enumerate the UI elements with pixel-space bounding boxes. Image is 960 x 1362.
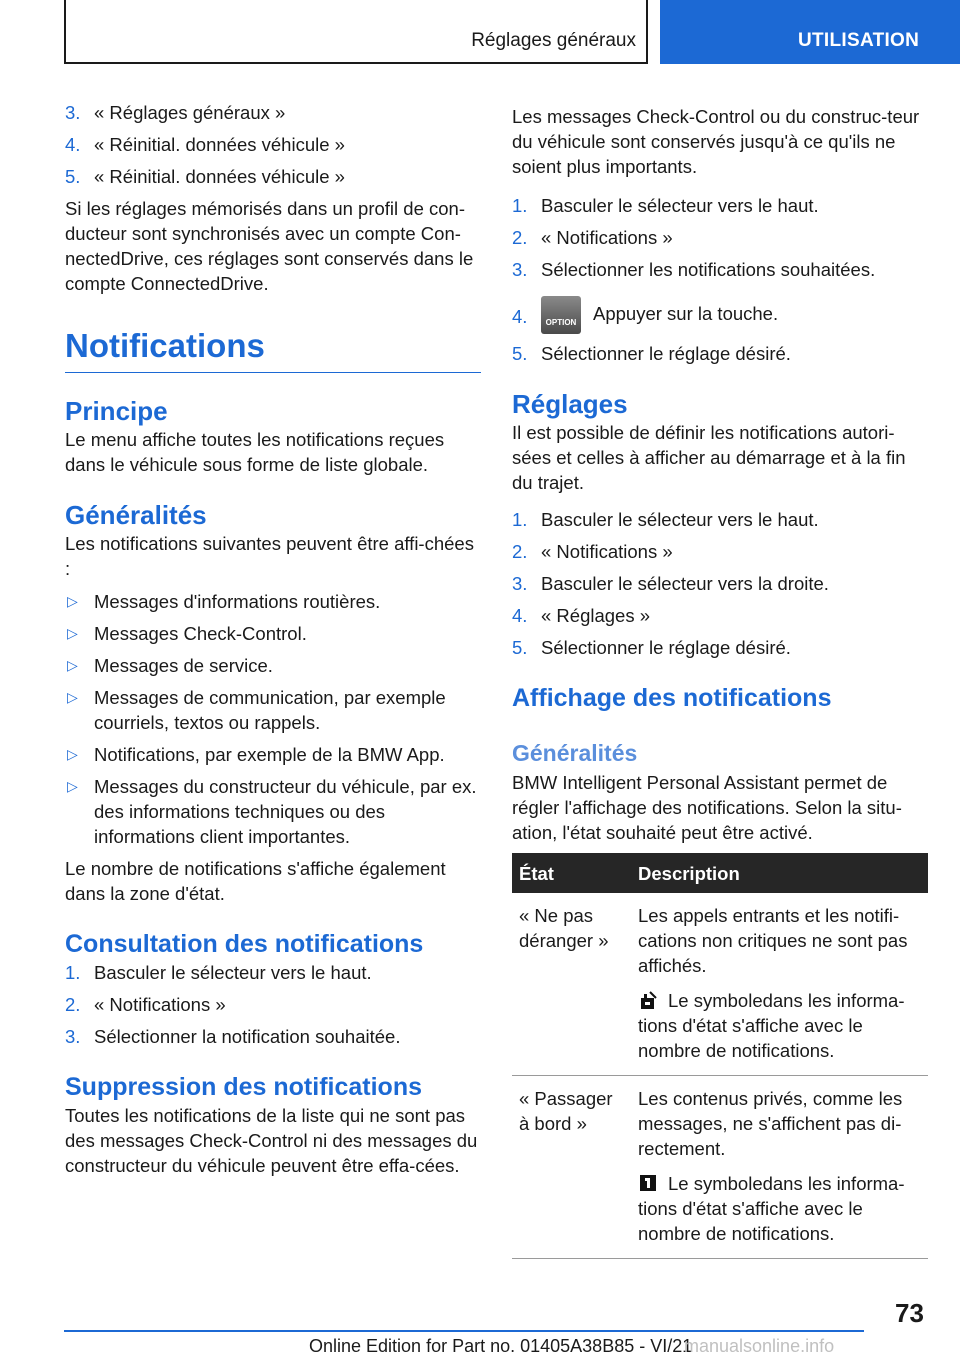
symbol-note-text: Le symboledans les informa-tions d'état s'affiche avec le nombre de notifications. bbox=[638, 1173, 905, 1244]
step-number: 2. bbox=[512, 541, 528, 562]
list-item bbox=[512, 341, 928, 366]
step-number: 1. bbox=[512, 509, 528, 530]
list-item bbox=[512, 296, 928, 334]
step-number: 1. bbox=[65, 962, 81, 983]
table-cell-description bbox=[631, 893, 928, 1076]
step-text: Appuyer sur la touche. bbox=[593, 302, 779, 324]
triangle-bullet-icon: ▷ bbox=[67, 625, 78, 641]
list-item bbox=[65, 742, 481, 767]
step-number: 1. bbox=[512, 195, 528, 216]
table-row bbox=[512, 1076, 928, 1259]
step-number: 3. bbox=[512, 573, 528, 594]
step-text: « Notifications » bbox=[541, 541, 673, 562]
description-text: Les appels entrants et les notifi-cations non critiques ne sont pas affichés. bbox=[638, 905, 908, 976]
triangle-bullet-icon: ▷ bbox=[67, 746, 78, 762]
do-not-disturb-icon bbox=[638, 990, 658, 1010]
left-column bbox=[65, 100, 481, 1186]
step-number: 3. bbox=[65, 1026, 81, 1047]
paragraph-nombre: Le nombre de notifications s'affiche également dans la zone d'état. bbox=[65, 858, 446, 904]
option-key-label: OPTION bbox=[545, 318, 577, 327]
triangle-bullet-icon: ▷ bbox=[67, 778, 78, 794]
header-section-title: Réglages généraux bbox=[471, 30, 636, 51]
step-number: 5. bbox=[65, 166, 81, 187]
list-item bbox=[512, 507, 928, 532]
list-item bbox=[512, 635, 928, 660]
heading-principe: Principe bbox=[65, 396, 168, 426]
step-text: « Réglages généraux » bbox=[94, 102, 286, 123]
step-number: 4. bbox=[512, 306, 528, 327]
table-row bbox=[512, 893, 928, 1076]
list-item bbox=[65, 164, 481, 189]
step-number: 4. bbox=[512, 605, 528, 626]
bullet-text: Messages Check-Control. bbox=[94, 623, 307, 644]
paragraph-principe: Le menu affiche toutes les notifications reçues dans le véhicule sous forme de liste globale. bbox=[65, 429, 445, 475]
header-chapter-label: UTILISATION bbox=[798, 30, 920, 51]
step-number: 2. bbox=[65, 994, 81, 1015]
list-item bbox=[65, 653, 481, 678]
list-item bbox=[65, 1024, 481, 1049]
step-number: 5. bbox=[512, 343, 528, 364]
header-chapter-tab[interactable] bbox=[660, 0, 960, 64]
table-header-row bbox=[512, 853, 928, 893]
option-key-icon bbox=[541, 296, 581, 334]
paragraph-reglages: Il est possible de définir les notifications autori-sées et celles à afficher au démarrage et à la fin du trajet. bbox=[512, 422, 906, 493]
table-cell-state: « Passager à bord » bbox=[512, 1076, 631, 1259]
page-number: 73 bbox=[895, 1298, 924, 1328]
table-header-state: État bbox=[512, 853, 631, 893]
list-item bbox=[512, 603, 928, 628]
step-text: Basculer le sélecteur vers le haut. bbox=[94, 962, 372, 983]
bullet-text: Messages de communication, par exemple courriels, textos ou rappels. bbox=[94, 687, 446, 733]
step-text: Basculer le sélecteur vers la droite. bbox=[541, 573, 829, 594]
list-item bbox=[512, 225, 928, 250]
paragraph-bmw: BMW Intelligent Personal Assistant permet de régler l'affichage des notifications. Selon la situ-ation, l'état souhaité peut être activé. bbox=[512, 772, 902, 843]
footer-edition: Online Edition for Part no. 01405A38B85 - VI/21 bbox=[309, 1336, 693, 1356]
step-number: 4. bbox=[65, 134, 81, 155]
list-item bbox=[512, 193, 928, 218]
passenger-icon bbox=[638, 1173, 658, 1193]
heading-generalites-2: Généralités bbox=[512, 740, 638, 766]
step-text: « Notifications » bbox=[94, 994, 226, 1015]
triangle-bullet-icon: ▷ bbox=[67, 657, 78, 673]
description-text: Les contenus privés, comme les messages, ne s'affichent pas di-rectement. bbox=[638, 1088, 903, 1159]
heading-affichage: Affichage des notifications bbox=[512, 684, 832, 712]
bullet-text: Messages d'informations routières. bbox=[94, 591, 381, 612]
bullet-text: Notifications, par exemple de la BMW App. bbox=[94, 744, 445, 765]
heading-suppression: Suppression des notifications bbox=[65, 1073, 422, 1101]
step-text: Sélectionner le réglage désiré. bbox=[541, 343, 791, 364]
list-item bbox=[512, 257, 928, 282]
paragraph-generalites: Les notifications suivantes peuvent être affi-chées : bbox=[65, 533, 474, 579]
paragraph-suppression: Toutes les notifications de la liste qui ne sont pas des messages Check-Control ni des messages du constructeur du véhicule peuvent être effa-cées. bbox=[65, 1105, 478, 1176]
bullet-text: Messages de service. bbox=[94, 655, 273, 676]
notification-state-table bbox=[512, 853, 928, 1259]
header-section-box bbox=[64, 0, 648, 64]
symbol-note-text: Le symboledans les informa-tions d'état s'affiche avec le nombre de notifications. bbox=[638, 990, 905, 1061]
list-item bbox=[65, 774, 481, 849]
heading-generalites: Généralités bbox=[65, 500, 207, 530]
list-item bbox=[65, 589, 481, 614]
paragraph-checkcontrol: Les messages Check-Control ou du construc-teur du véhicule sont conservés jusqu'à ce qu'ils ne soient plus importants. bbox=[512, 106, 920, 177]
list-item bbox=[65, 100, 481, 125]
step-text: « Réinitial. données véhicule » bbox=[94, 134, 345, 155]
list-item bbox=[65, 621, 481, 646]
footer-watermark: manualsonline.info bbox=[684, 1336, 835, 1356]
heading-reglages: Réglages bbox=[512, 389, 628, 419]
step-number: 3. bbox=[65, 102, 81, 123]
step-text: « Réglages » bbox=[541, 605, 651, 626]
step-text: « Notifications » bbox=[541, 227, 673, 248]
triangle-bullet-icon: ▷ bbox=[67, 593, 78, 609]
list-item bbox=[65, 992, 481, 1017]
step-text: « Réinitial. données véhicule » bbox=[94, 166, 345, 187]
symbol-note bbox=[638, 1171, 922, 1246]
list-item bbox=[65, 132, 481, 157]
step-text: Basculer le sélecteur vers le haut. bbox=[541, 195, 819, 216]
step-number: 5. bbox=[512, 637, 528, 658]
right-column bbox=[512, 104, 928, 1259]
step-text: Sélectionner le réglage désiré. bbox=[541, 637, 791, 658]
footer-divider bbox=[64, 1330, 864, 1332]
bullet-text: Messages du constructeur du véhicule, par ex. des informations techniques ou des informations client importantes. bbox=[94, 776, 477, 847]
step-text: Sélectionner la notification souhaitée. bbox=[94, 1026, 401, 1047]
list-item bbox=[512, 571, 928, 596]
step-text: Basculer le sélecteur vers le haut. bbox=[541, 509, 819, 530]
paragraph-sync: Si les réglages mémorisés dans un profil de con-ducteur sont synchronisés avec un compte Con-nectedDrive, ces réglages sont conservés dans le compte ConnectedDrive. bbox=[65, 198, 474, 294]
step-text: Sélectionner les notifications souhaitées. bbox=[541, 259, 876, 280]
heading-notifications: Notifications bbox=[65, 326, 481, 373]
step-number: 3. bbox=[512, 259, 528, 280]
list-item bbox=[65, 960, 481, 985]
list-item bbox=[65, 685, 481, 735]
table-header-description: Description bbox=[631, 853, 928, 893]
table-cell-state: « Ne pas déranger » bbox=[512, 893, 631, 1076]
table-cell-description bbox=[631, 1076, 928, 1259]
heading-consultation: Consultation des notifications bbox=[65, 930, 424, 958]
symbol-note bbox=[638, 988, 922, 1063]
list-item bbox=[512, 539, 928, 564]
step-number: 2. bbox=[512, 227, 528, 248]
triangle-bullet-icon: ▷ bbox=[67, 689, 78, 705]
